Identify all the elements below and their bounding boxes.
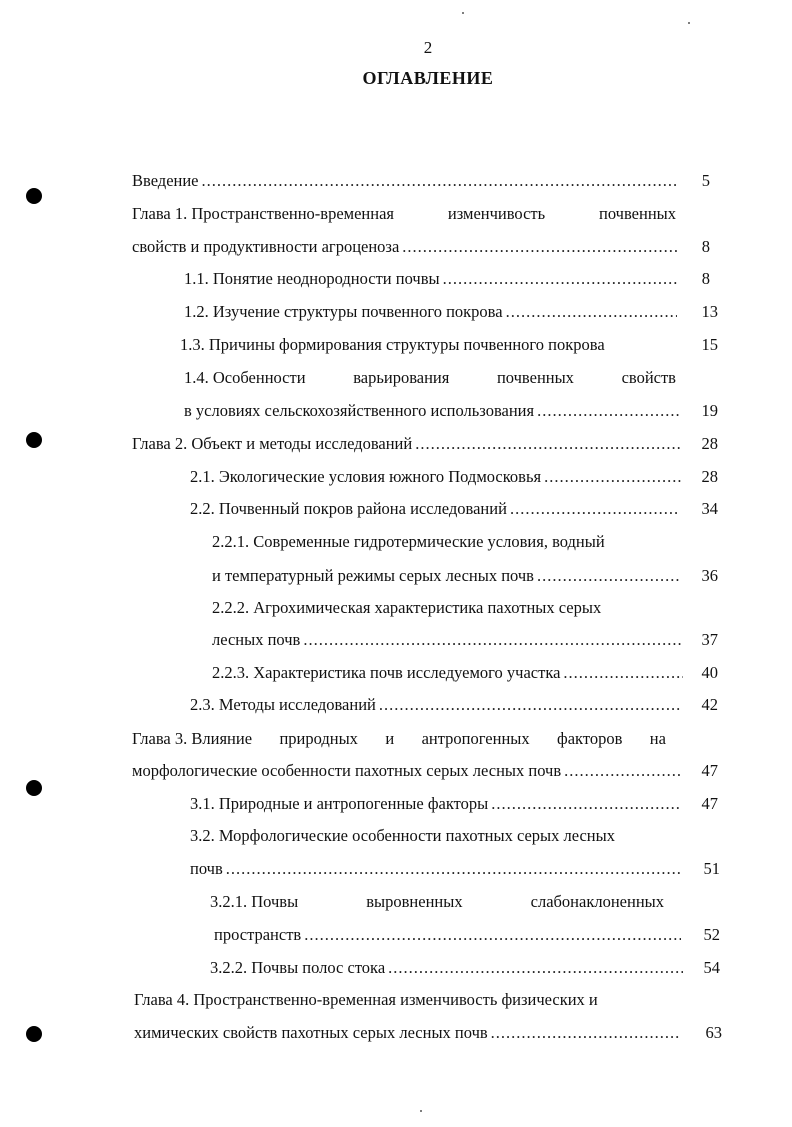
toc-entry-1-4-line1[interactable] xyxy=(184,367,676,389)
toc-entry-2-3[interactable] xyxy=(190,694,684,716)
toc-entry-2-2-2[interactable] xyxy=(212,629,684,651)
toc-page: 8 xyxy=(701,237,710,256)
toc-page: 19 xyxy=(701,401,718,420)
toc-entry-ch4[interactable] xyxy=(134,1022,682,1044)
toc-page: 52 xyxy=(703,925,720,944)
toc-entry-2-2-2-line1[interactable] xyxy=(212,597,601,619)
toc-page: 15 xyxy=(701,335,718,354)
toc-word: слабонаклоненных xyxy=(530,892,664,911)
toc-label: 2.2.2. Агрохимическая характеристика пахотных серых xyxy=(212,598,602,617)
toc-word: почвенных xyxy=(599,204,676,223)
toc-word: природных xyxy=(279,729,358,748)
leader-dots xyxy=(443,268,677,290)
toc-label: 3.2. Морфологические особенности пахотных серых лесных xyxy=(190,826,615,845)
page-number: 2 xyxy=(423,38,433,57)
toc-page: 63 xyxy=(705,1023,722,1042)
leader-dots xyxy=(303,629,681,651)
toc-label: Глава 2. Объект и методы исследований xyxy=(132,434,413,453)
toc-label: 1.3. Причины формирования структуры почвенного покрова xyxy=(180,335,605,354)
toc-word: свойств xyxy=(621,368,676,387)
toc-label: Глава 4. Пространственно-временная изменчивость физических и xyxy=(134,990,598,1009)
toc-label: 2.3. Методы исследований xyxy=(190,695,376,714)
toc-label: лесных почв xyxy=(212,630,301,649)
toc-entry-2-1[interactable] xyxy=(190,466,684,488)
toc-page: 13 xyxy=(701,302,718,321)
toc-entry-1-2[interactable] xyxy=(184,301,680,323)
toc-word: выровненных xyxy=(366,892,463,911)
toc-page: 34 xyxy=(701,499,718,518)
toc-label: свойств и продуктивности агроценоза xyxy=(132,237,400,256)
toc-word: и xyxy=(385,729,395,748)
toc-page: 37 xyxy=(701,630,718,649)
toc-entry-ch1[interactable] xyxy=(132,236,680,258)
toc-entry-2-2-3[interactable] xyxy=(212,662,686,684)
toc-page: 54 xyxy=(703,958,720,977)
toc-label: 1.2. Изучение структуры почвенного покрова xyxy=(184,302,503,321)
toc-word: на xyxy=(649,729,666,748)
toc-label: 2.2. Почвенный покров района исследований xyxy=(190,499,507,518)
leader-dots xyxy=(304,924,681,946)
leader-dots xyxy=(202,170,677,192)
binder-hole xyxy=(26,188,42,204)
toc-entry-2-2-1-line1[interactable] xyxy=(212,531,605,553)
toc-entry-3-2-1-line1[interactable] xyxy=(210,891,664,913)
toc-entry-1-1[interactable] xyxy=(184,268,680,290)
toc-page: 36 xyxy=(701,566,718,585)
toc-entry-3-2[interactable] xyxy=(190,858,684,880)
toc-word: антропогенных xyxy=(421,729,530,748)
toc-label: 3.2.2. Почвы полос стока xyxy=(210,958,386,977)
toc-entry-3-2-line1[interactable] xyxy=(190,825,615,847)
leader-dots xyxy=(415,433,681,455)
toc-entry-ch2[interactable] xyxy=(132,433,684,455)
leader-dots xyxy=(379,694,681,716)
toc-entry-intro[interactable] xyxy=(132,170,680,192)
toc-page: 5 xyxy=(701,171,710,190)
toc-word: Глава 1. Пространственно-временная xyxy=(132,204,395,223)
toc-page: 8 xyxy=(701,269,710,288)
toc-label: химических свойств пахотных серых лесных почв xyxy=(134,1023,488,1042)
scan-speck xyxy=(462,12,464,14)
toc-label: 1.1. Понятие неоднородности почвы xyxy=(184,269,440,288)
toc-page: 28 xyxy=(701,434,718,453)
leader-dots xyxy=(544,466,681,488)
toc-entry-ch3[interactable] xyxy=(132,760,684,782)
toc-page: 28 xyxy=(701,467,718,486)
leader-dots xyxy=(506,301,677,323)
toc-word: изменчивость xyxy=(447,204,546,223)
toc-page: 42 xyxy=(701,695,718,714)
scan-speck xyxy=(420,1110,422,1112)
scan-speck xyxy=(688,22,690,24)
leader-dots xyxy=(564,760,681,782)
toc-word: Глава 3. Влияние xyxy=(132,729,253,748)
toc-entry-2-2-1[interactable] xyxy=(212,565,684,587)
leader-dots xyxy=(402,236,677,258)
toc-page: 40 xyxy=(701,663,718,682)
leader-dots xyxy=(388,957,683,979)
toc-page: 51 xyxy=(703,859,720,878)
toc-word: 1.4. Особенности xyxy=(184,368,306,387)
leader-dots xyxy=(563,662,683,684)
toc-entry-ch4-line1[interactable] xyxy=(134,989,598,1011)
leader-dots xyxy=(537,565,681,587)
toc-word: варьирования xyxy=(353,368,450,387)
toc-entry-3-2-2[interactable] xyxy=(210,957,686,979)
toc-entry-1-3[interactable] xyxy=(180,334,605,356)
leader-dots xyxy=(226,858,681,880)
leader-dots xyxy=(537,400,681,422)
binder-hole xyxy=(26,1026,42,1042)
toc-entry-2-2[interactable] xyxy=(190,498,680,520)
toc-label: почв xyxy=(190,859,223,878)
leader-dots xyxy=(491,1022,679,1044)
toc-label: 2.2.1. Современные гидротермические условия, водный xyxy=(212,532,605,551)
binder-hole xyxy=(26,780,42,796)
toc-entry-3-1[interactable] xyxy=(190,793,684,815)
toc-word: факторов xyxy=(557,729,623,748)
toc-label: пространств xyxy=(214,925,302,944)
leader-dots xyxy=(510,498,677,520)
binder-hole xyxy=(26,432,42,448)
toc-label: Введение xyxy=(132,171,199,190)
toc-page: 47 xyxy=(701,761,718,780)
toc-page: 47 xyxy=(701,794,718,813)
toc-label: в условиях сельскохозяйственного использования xyxy=(184,401,535,420)
toc-entry-1-4[interactable] xyxy=(184,400,684,422)
toc-label: 2.1. Экологические условия южного Подмосковья xyxy=(190,467,542,486)
toc-label: 2.2.3. Характеристика почв исследуемого участка xyxy=(212,663,561,682)
toc-word: почвенных xyxy=(496,368,574,387)
toc-entry-3-2-1[interactable] xyxy=(214,924,684,946)
toc-label: 3.1. Природные и антропогенные факторы xyxy=(190,794,489,813)
toc-entry-ch3-line1[interactable] xyxy=(132,728,666,750)
toc-label: и температурный режимы серых лесных почв xyxy=(212,566,534,585)
toc-label: морфологические особенности пахотных серых лесных почв xyxy=(132,761,562,780)
toc-entry-ch1-line1[interactable] xyxy=(132,203,676,225)
toc-word: 3.2.1. Почвы xyxy=(210,892,299,911)
leader-dots xyxy=(491,793,681,815)
page-title: ОГЛАВЛЕНИЕ xyxy=(362,68,494,88)
